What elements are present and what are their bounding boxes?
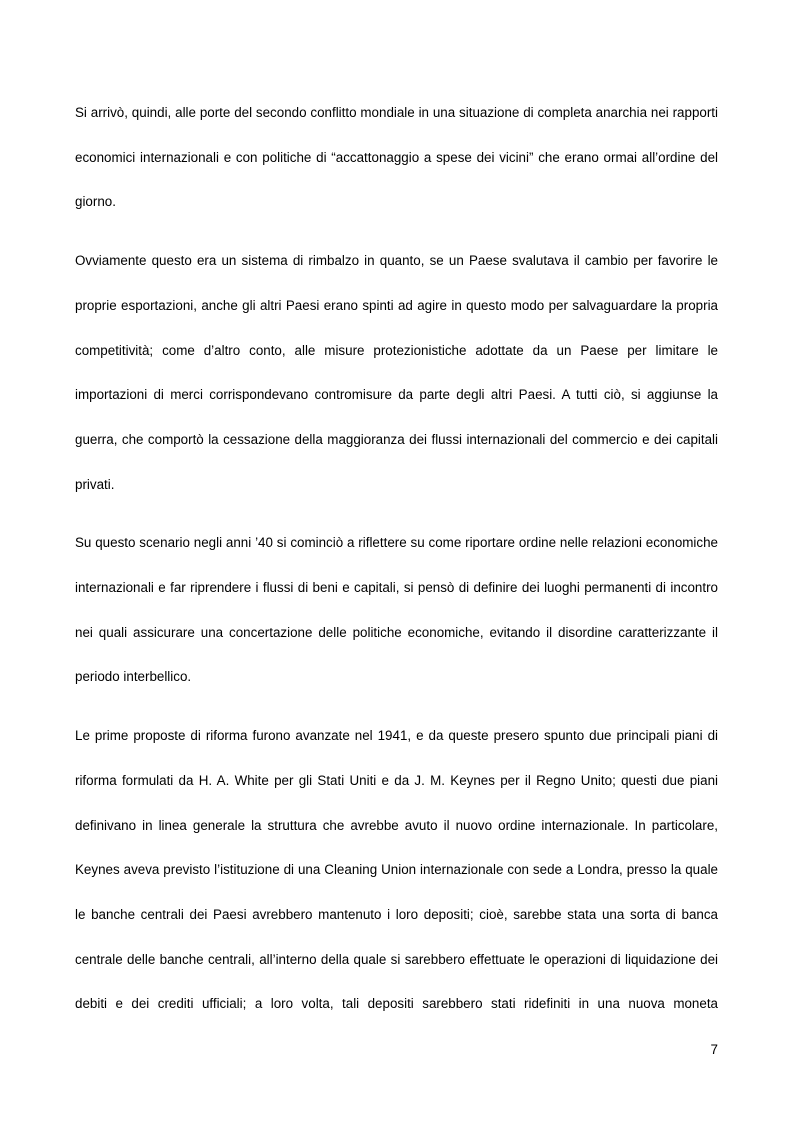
page-number: 7 [710,1042,718,1057]
body-text [75,91,718,1041]
paragraph-1: Si arrivò, quindi, alle porte del secondo conflitto mondiale in una situazione di completa anarchia nei rapporti economici internazionali e con politiche di “accattonaggio a spese dei vicini” che erano ormai all’ordine del giorno. [75,105,718,210]
paragraph-4: Le prime proposte di riforma furono avanzate nel 1941, e da queste presero spunto due principali piani di riforma formulati da H. A. White per gli Stati Uniti e da J. M. Keynes per il Regno Unito; questi due piani definivano in linea generale la struttura che avrebbe avuto il nuovo ordine internazionale. In particolare, Keynes aveva previsto l’istituzione di una Cleaning Union internazionale con sede a Londra, presso la quale le banche centrali dei Paesi avrebbero mantenuto i loro depositi; cioè, sarebbe stata una sorta di banca centrale delle banche centrali, all’interno della quale si sarebbero effettuate le operazioni di liquidazione dei debiti e dei crediti ufficiali; a loro volta, tali depositi sarebbero stati ridefiniti in una nuova moneta [75,728,718,1012]
paragraph-3: Su questo scenario negli anni ’40 si cominciò a riflettere su come riportare ordine nelle relazioni economiche internazionali e far riprendere i flussi di beni e capitali, si pensò di definire dei luoghi permanenti di incontro nei quali assicurare una concertazione delle politiche economiche, evitando il disordine caratterizzante il periodo interbellico. [75,535,718,685]
paragraph-2: Ovviamente questo era un sistema di rimbalzo in quanto, se un Paese svalutava il cambio per favorire le proprie esportazioni, anche gli altri Paesi erano spinti ad agire in questo modo per salvaguardare la propria competitività; come d’altro conto, alle misure protezionistiche adottate da un Paese per limitare le importazioni di merci corrispondevano contromisure da parte degli altri Paesi. A tutti ciò, si aggiunse la guerra, che comportò la cessazione della maggioranza dei flussi internazionali del commercio e dei capitali privati. [75,253,718,492]
